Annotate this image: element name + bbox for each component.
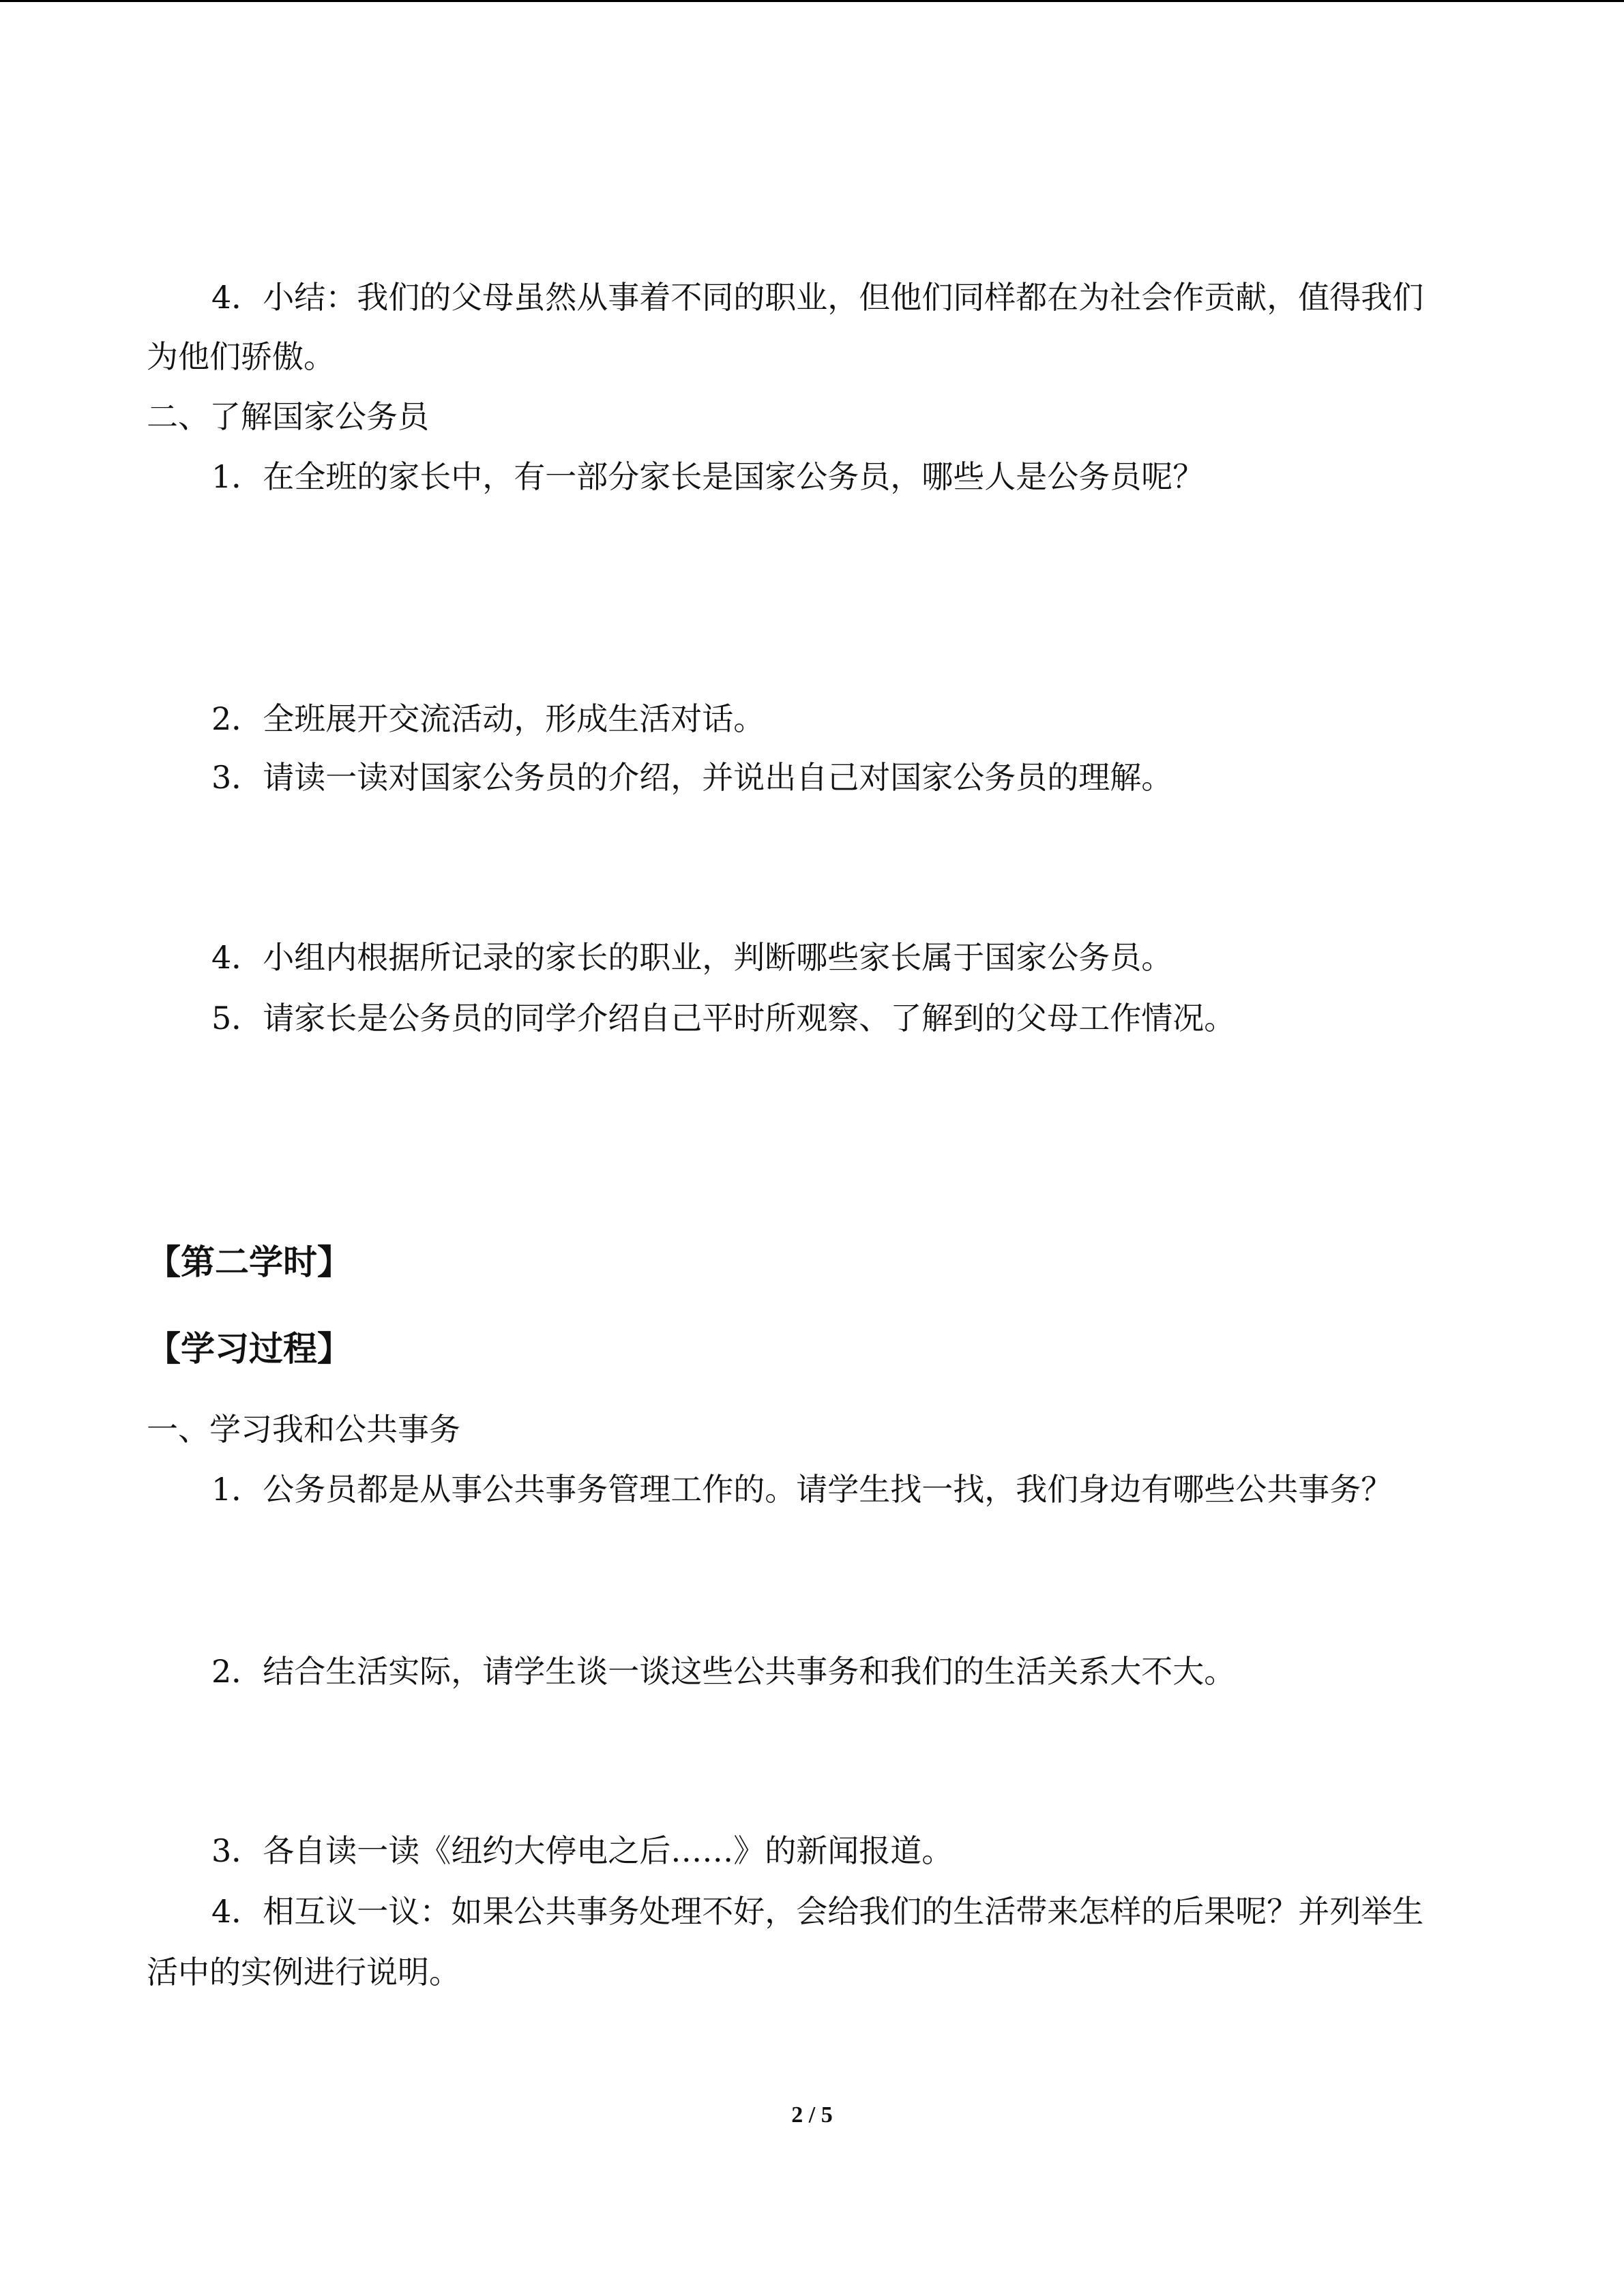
section-title-civil-servants: 二、了解国家公务员 bbox=[147, 398, 429, 435]
lesson-heading: 【第二学时】 bbox=[147, 1242, 351, 1282]
summary-paragraph-line-2: 为他们骄傲。 bbox=[147, 338, 335, 375]
list-item: 4．小组内根据所记录的家长的职业，判断哪些家长属于国家公务员。 bbox=[211, 939, 1173, 976]
list-item-continuation: 活中的实例进行说明。 bbox=[147, 1954, 460, 1991]
list-item: 5．请家长是公务员的同学介绍自己平时所观察、了解到的父母工作情况。 bbox=[211, 1000, 1236, 1037]
list-item: 2．全班展开交流活动，形成生活对话。 bbox=[211, 700, 765, 737]
summary-paragraph-line-1: 4．小结：我们的父母虽然从事着不同的职业，但他们同样都在为社会作贡献，值得我们 bbox=[211, 279, 1424, 316]
list-item: 2．结合生活实际，请学生谈一谈这些公共事务和我们的生活关系大不大。 bbox=[211, 1653, 1236, 1690]
list-item: 3．各自读一读《纽约大停电之后……》的新闻报道。 bbox=[211, 1832, 954, 1869]
list-item: 3．请读一读对国家公务员的介绍，并说出自己对国家公务员的理解。 bbox=[211, 759, 1173, 796]
list-item: 4．相互议一议：如果公共事务处理不好，会给我们的生活带来怎样的后果呢？并列举生 bbox=[211, 1893, 1424, 1930]
section-title-public-affairs: 一、学习我和公共事务 bbox=[147, 1411, 460, 1448]
list-item: 1．公务员都是从事公共事务管理工作的。请学生找一找，我们身边有哪些公共事务？ bbox=[211, 1471, 1393, 1508]
list-item: 1．在全班的家长中，有一部分家长是国家公务员，哪些人是公务员呢？ bbox=[211, 458, 1205, 495]
page-number: 2 / 5 bbox=[791, 2102, 833, 2128]
process-heading: 【学习过程】 bbox=[147, 1329, 351, 1369]
